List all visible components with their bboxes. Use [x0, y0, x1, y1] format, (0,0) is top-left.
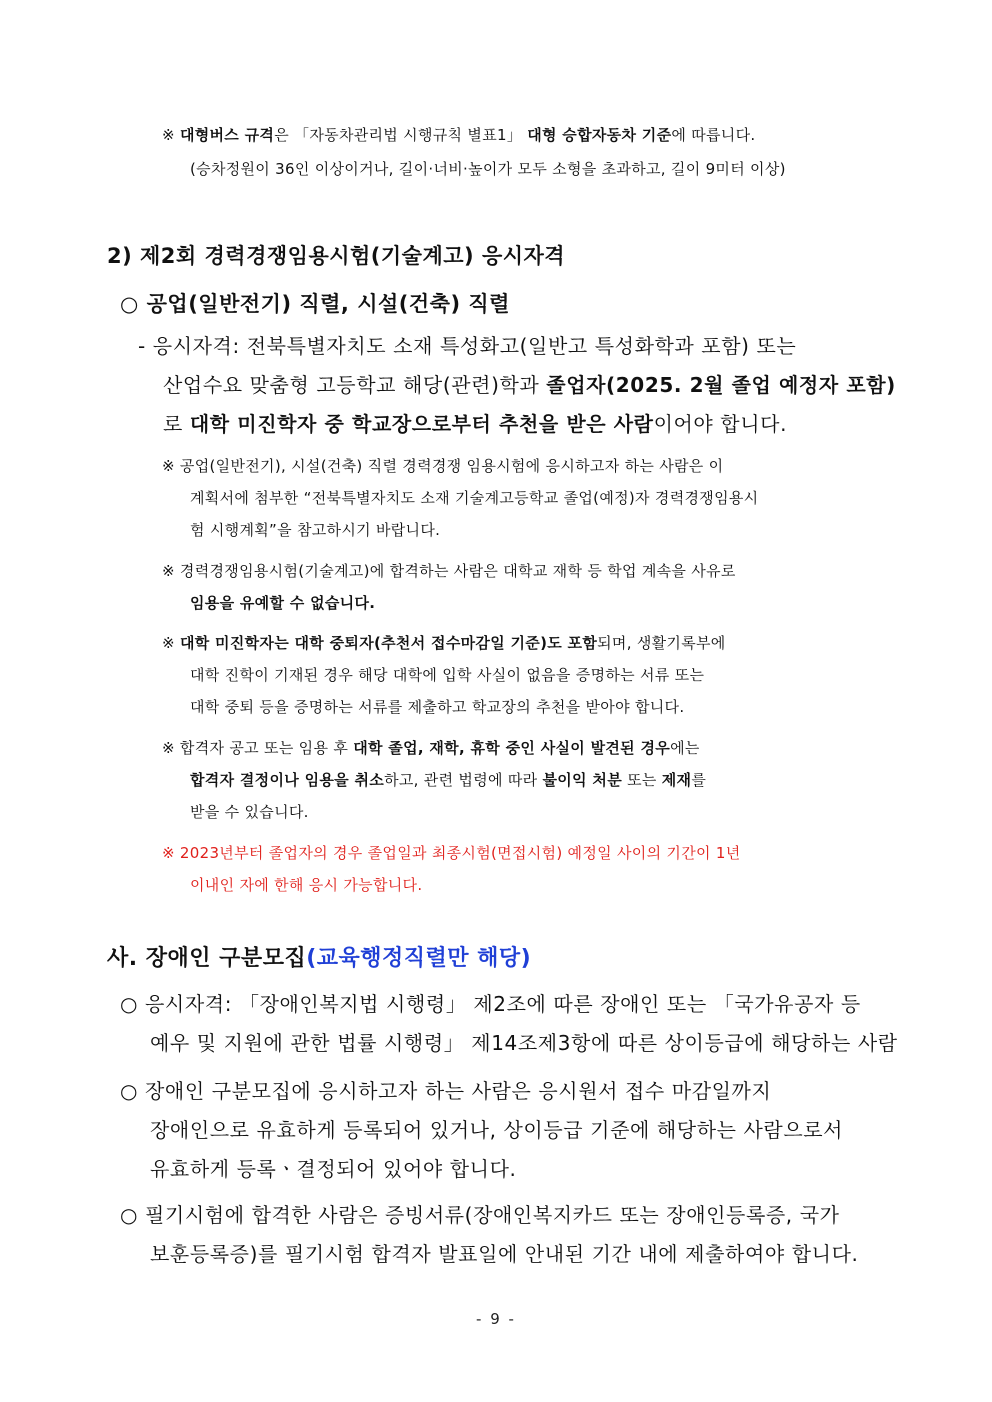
qualification-line-2: 산업수요 맞춤형 고등학교 해당(관련)학과 졸업자(2025. 2월 졸업 예정자 포함)	[163, 373, 896, 397]
note-4-line-2: 합격자 결정이나 임용을 취소하고, 관련 법령에 따라 불이익 처분 또는 제재를	[190, 771, 707, 789]
qualification-line-3: 로 대학 미진학자 중 학교장으로부터 추천을 받은 사람이어야 합니다.	[163, 412, 788, 436]
note-3-line-2: 대학 진학이 기재된 경우 해당 대학에 입학 사실이 없음을 증명하는 서류 또는	[190, 666, 705, 684]
note-1-line-2: 계획서에 첨부한 “전북특별자치도 소재 기술계고등학교 졸업(예정)자 경력경쟁임용시	[190, 489, 759, 507]
bus-size-note: ※ 대형버스 규격은 「자동차관리법 시행규칙 별표1」 대형 승합자동차 기준에 따릅니다.	[162, 126, 756, 144]
disability-section-title: 사. 장애인 구분모집(교육행정직렬만 해당)	[107, 946, 532, 971]
disability-item-1-line-2: 예우 및 지원에 관한 법률 시행령」 제14조제3항에 따른 상이등급에 해당하는 사람	[150, 1031, 898, 1055]
note-2-line-2: 임용을 유예할 수 없습니다.	[190, 594, 376, 612]
disability-section-note: (교육행정직렬만 해당)	[306, 946, 532, 971]
disability-item-1-line-1: ○ 응시자격: 「장애인복지법 시행령」 제2조에 따른 장애인 또는 「국가유공자 등	[120, 992, 861, 1016]
note-2-line-1: ※ 경력경쟁임용시험(기술계고)에 합격하는 사람은 대학교 재학 등 학업 계속을 사유로	[162, 562, 736, 580]
note-3-line-1: ※ 대학 미진학자는 대학 중퇴자(추천서 접수마감일 기준)도 포함되며, 생활기록부에	[162, 634, 726, 652]
note-5-line-1: ※ 2023년부터 졸업자의 경우 졸업일과 최종시험(면접시험) 예정일 사이의 기간이 1년	[162, 844, 741, 862]
qualification-line-1: - 응시자격: 전북특별자치도 소재 특성화고(일반고 특성화학과 포함) 또는	[138, 334, 797, 358]
note-3-line-3: 대학 중퇴 등을 증명하는 서류를 제출하고 학교장의 추천을 받아야 합니다.	[190, 698, 685, 716]
disability-item-2-line-2: 장애인으로 유효하게 등록되어 있거나, 상이등급 기준에 해당하는 사람으로서	[150, 1118, 844, 1142]
section-subtitle: ○ 공업(일반전기) 직렬, 시설(건축) 직렬	[120, 292, 510, 316]
disability-item-3-line-1: ○ 필기시험에 합격한 사람은 증빙서류(장애인복지카드 또는 장애인등록증, 국가	[120, 1203, 840, 1227]
note-1-line-1: ※ 공업(일반전기), 시설(건축) 직렬 경력경쟁 임용시험에 응시하고자 하는 사람은 이	[162, 457, 724, 475]
disability-item-2-line-3: 유효하게 등록ㆍ결정되어 있어야 합니다.	[150, 1157, 517, 1181]
bus-size-detail: (승차정원이 36인 이상이거나, 길이·너비·높이가 모두 소형을 초과하고, 길이 9미터 이상)	[190, 160, 786, 178]
note-1-line-3: 험 시행계획”을 참고하시기 바랍니다.	[190, 521, 441, 539]
section-title: 2) 제2회 경력경쟁임용시험(기술계고) 응시자격	[107, 244, 566, 268]
note-5-line-2: 이내인 자에 한해 응시 가능합니다.	[190, 876, 423, 894]
disability-item-2-line-1: ○ 장애인 구분모집에 응시하고자 하는 사람은 응시원서 접수 마감일까지	[120, 1079, 772, 1103]
disability-item-3-line-2: 보훈등록증)를 필기시험 합격자 발표일에 안내된 기간 내에 제출하여야 합니다.	[150, 1242, 859, 1266]
page-number: - 9 -	[476, 1310, 516, 1328]
note-4-line-1: ※ 합격자 공고 또는 임용 후 대학 졸업, 재학, 휴학 중인 사실이 발견된 경우에는	[162, 739, 700, 757]
note-4-line-3: 받을 수 있습니다.	[190, 803, 309, 821]
